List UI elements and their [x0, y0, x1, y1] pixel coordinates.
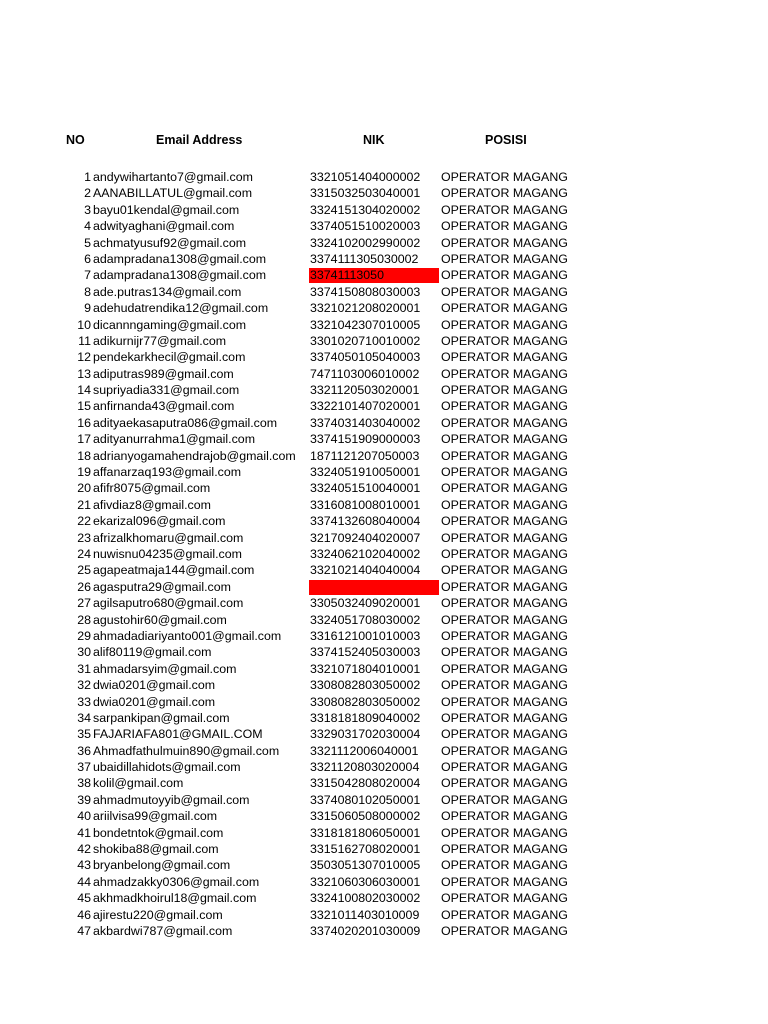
cell-email: dwia0201@gmail.com: [93, 678, 216, 693]
cell-posisi: OPERATOR MAGANG: [441, 710, 568, 725]
cell-no: 25: [77, 563, 91, 578]
cell-nik: 3374051510020003: [310, 219, 421, 234]
cell-no: 24: [77, 546, 91, 561]
cell-no: 7: [84, 268, 91, 283]
cell-no: 41: [77, 825, 91, 840]
cell-email: adiputras989@gmail.com: [93, 366, 234, 381]
cell-nik: 3316081008010001: [310, 497, 421, 512]
cell-email: agapeatmaja144@gmail.com: [93, 563, 255, 578]
cell-email: akbardwi787@gmail.com: [93, 923, 233, 938]
cell-email: adampradana1308@gmail.com: [93, 268, 267, 283]
cell-no: 33: [77, 694, 91, 709]
cell-nik: 3324051510040001: [310, 481, 421, 496]
cell-nik: 3329031702030004: [310, 727, 421, 742]
cell-nik: 3315032503040001: [310, 186, 421, 201]
table-row: [0, 612, 768, 628]
cell-posisi: OPERATOR MAGANG: [441, 596, 568, 611]
cell-email: adehudatrendika12@gmail.com: [93, 301, 269, 316]
cell-posisi: OPERATOR MAGANG: [441, 563, 568, 578]
table-row: [0, 431, 768, 447]
cell-posisi: OPERATOR MAGANG: [441, 317, 568, 332]
cell-no: 28: [77, 612, 91, 627]
cell-nik: 3301020710010002: [310, 333, 421, 348]
cell-nik: 3321021404040004: [310, 563, 421, 578]
cell-posisi: OPERATOR MAGANG: [441, 776, 568, 791]
cell-email: ubaidillahidots@gmail.com: [93, 760, 241, 775]
cell-email: ariilvisa99@gmail.com: [93, 809, 218, 824]
cell-nik: 3321060306030001: [310, 874, 421, 889]
cell-nik: 3374031403040002: [310, 415, 421, 430]
cell-no: 39: [77, 792, 91, 807]
cell-posisi: OPERATOR MAGANG: [441, 170, 568, 184]
cell-email: adrianyogamahendrajob@gmail.com: [93, 448, 296, 463]
cell-email: bayu01kendal@gmail.com: [93, 202, 240, 217]
cell-nik: 3374151909000003: [310, 432, 421, 447]
cell-no: 27: [77, 596, 91, 611]
table-row: [0, 694, 768, 710]
table-row: [0, 497, 768, 513]
cell-email: affanarzaq193@gmail.com: [93, 465, 242, 480]
cell-posisi: OPERATOR MAGANG: [441, 497, 568, 512]
table-row: [0, 595, 768, 611]
table-row: [0, 284, 768, 300]
cell-posisi: OPERATOR MAGANG: [441, 301, 568, 316]
cell-no: 6: [84, 251, 91, 266]
cell-no: 5: [84, 235, 91, 250]
cell-email: dicannngaming@gmail.com: [93, 317, 247, 332]
cell-nik: 3324151304020002: [310, 202, 421, 217]
cell-email: supriyadia331@gmail.com: [93, 383, 240, 398]
cell-nik: 3308082803050002: [310, 678, 421, 693]
cell-no: 22: [77, 514, 91, 529]
table-row: [0, 513, 768, 529]
cell-email: ekarizal096@gmail.com: [93, 514, 226, 529]
cell-nik: 3324100802030002: [310, 891, 421, 906]
cell-nik: 33741113050: [309, 268, 439, 283]
cell-nik: 3374111305030002: [310, 251, 419, 266]
table-row: [0, 825, 768, 841]
cell-email: Ahmadfathulmuin890@gmail.com: [93, 743, 280, 758]
table-row: [0, 366, 768, 382]
cell-nik: 3374050105040003: [310, 350, 421, 365]
cell-no: 38: [77, 776, 91, 791]
table-row: [0, 857, 768, 873]
cell-nik: 3321112006040001: [310, 743, 419, 758]
cell-nik: 3305032409020001: [310, 596, 421, 611]
cell-posisi: OPERATOR MAGANG: [441, 645, 568, 660]
table-row: [0, 792, 768, 808]
cell-email: afifr8075@gmail.com: [93, 481, 211, 496]
table-row: [0, 202, 768, 218]
table-row: [0, 890, 768, 906]
cell-posisi: OPERATOR MAGANG: [441, 530, 568, 545]
cell-nik: 3321071804010001: [310, 661, 421, 676]
cell-no: 47: [77, 923, 91, 938]
cell-no: 4: [84, 219, 91, 234]
cell-posisi: OPERATOR MAGANG: [441, 858, 568, 873]
cell-posisi: OPERATOR MAGANG: [441, 760, 568, 775]
cell-no: 36: [77, 743, 91, 758]
cell-posisi: OPERATOR MAGANG: [441, 350, 568, 365]
table-row: [0, 169, 768, 185]
cell-posisi: OPERATOR MAGANG: [441, 792, 568, 807]
cell-posisi: OPERATOR MAGANG: [441, 284, 568, 299]
cell-no: 20: [77, 481, 91, 496]
cell-no: 11: [78, 333, 91, 348]
table-row: [0, 808, 768, 824]
cell-posisi: OPERATOR MAGANG: [441, 514, 568, 529]
cell-posisi: OPERATOR MAGANG: [441, 842, 568, 857]
cell-posisi: OPERATOR MAGANG: [441, 809, 568, 824]
cell-nik: 3321011403010009: [310, 907, 420, 922]
cell-no: 26: [77, 579, 91, 594]
table-row: [0, 710, 768, 726]
cell-posisi: OPERATOR MAGANG: [441, 251, 568, 266]
cell-email: afivdiaz8@gmail.com: [93, 497, 211, 512]
header-no: NO: [66, 133, 85, 147]
cell-posisi: OPERATOR MAGANG: [441, 612, 568, 627]
cell-email: agilsaputro680@gmail.com: [93, 596, 244, 611]
cell-no: 10: [77, 317, 91, 332]
cell-email: afrizalkhomaru@gmail.com: [93, 530, 244, 545]
table-row: [0, 349, 768, 365]
cell-nik: 3316121001010003: [310, 628, 421, 643]
cell-no: 44: [77, 874, 91, 889]
cell-posisi: OPERATOR MAGANG: [441, 891, 568, 906]
cell-posisi: OPERATOR MAGANG: [441, 661, 568, 676]
cell-posisi: OPERATOR MAGANG: [441, 268, 568, 283]
cell-email: bondetntok@gmail.com: [93, 825, 224, 840]
cell-no: 45: [77, 891, 91, 906]
cell-posisi: OPERATOR MAGANG: [441, 874, 568, 889]
cell-email: adikurnijr77@gmail.com: [93, 333, 227, 348]
table-row: [0, 398, 768, 414]
cell-email: ahmadzakky0306@gmail.com: [93, 874, 260, 889]
cell-no: 16: [77, 415, 91, 430]
table-row: [0, 530, 768, 546]
cell-nik: 3321120503020001: [310, 383, 420, 398]
cell-email: adwityaghani@gmail.com: [93, 219, 235, 234]
cell-nik: 3374132608040004: [310, 514, 421, 529]
cell-email: ahmadarsyim@gmail.com: [93, 661, 237, 676]
cell-nik: 3321021208020001: [310, 301, 421, 316]
cell-no: 23: [77, 530, 91, 545]
cell-no: 46: [77, 907, 91, 922]
table-row: [0, 874, 768, 890]
cell-email: anfirnanda43@gmail.com: [93, 399, 235, 414]
cell-nik: 3322101407020001: [310, 399, 421, 414]
cell-nik: 3315162708020001: [310, 842, 421, 857]
cell-email: dwia0201@gmail.com: [93, 694, 216, 709]
table-row: [0, 300, 768, 316]
cell-nik: 3321051404000002: [310, 170, 421, 184]
cell-no: 2: [84, 186, 91, 201]
cell-nik: 3321120803020004: [310, 760, 420, 775]
cell-email: AANABILLATUL@gmail.com: [93, 186, 253, 201]
header-nik: NIK: [363, 133, 385, 147]
table-row: [0, 743, 768, 759]
cell-posisi: OPERATOR MAGANG: [441, 465, 568, 480]
cell-email: ade.putras134@gmail.com: [93, 284, 242, 299]
cell-no: 3: [84, 202, 91, 217]
table-row: [0, 251, 768, 267]
cell-email: andywihartanto7@gmail.com: [93, 170, 253, 184]
cell-nik: [309, 580, 439, 595]
cell-nik: 3308082803050002: [310, 694, 421, 709]
cell-no: 15: [77, 399, 91, 414]
table-row: [0, 841, 768, 857]
cell-no: 40: [77, 809, 91, 824]
table-row: [0, 677, 768, 693]
table-row: [0, 185, 768, 201]
table-row: [0, 661, 768, 677]
cell-nik: 3324102002990002: [310, 235, 421, 250]
cell-no: 1: [84, 170, 91, 184]
header-email-address: Email Address: [156, 133, 243, 147]
table-row: [0, 464, 768, 480]
cell-posisi: OPERATOR MAGANG: [441, 202, 568, 217]
cell-email: adityaekasaputra086@gmail.com: [93, 415, 278, 430]
cell-posisi: OPERATOR MAGANG: [441, 579, 568, 594]
cell-nik: 3374080102050001: [310, 792, 421, 807]
cell-email: ahmadadiariyanto001@gmail.com: [93, 628, 282, 643]
cell-no: 12: [77, 350, 91, 365]
cell-posisi: OPERATOR MAGANG: [441, 448, 568, 463]
cell-email: pendekarkhecil@gmail.com: [93, 350, 246, 365]
cell-no: 35: [77, 727, 91, 742]
cell-no: 8: [84, 284, 91, 299]
header-posisi: POSISI: [485, 133, 527, 147]
cell-nik: 7471103006010002: [310, 366, 420, 381]
cell-posisi: OPERATOR MAGANG: [441, 628, 568, 643]
cell-nik: 1871121207050003: [310, 448, 420, 463]
cell-posisi: OPERATOR MAGANG: [441, 825, 568, 840]
table-row: [0, 579, 768, 595]
data-rows: [0, 169, 768, 939]
cell-nik: 3374020201030009: [310, 923, 421, 938]
table-row: [0, 726, 768, 742]
table-row: [0, 415, 768, 431]
cell-posisi: OPERATOR MAGANG: [441, 219, 568, 234]
table-row: [0, 562, 768, 578]
table-row: [0, 317, 768, 333]
cell-email: adityanurrahma1@gmail.com: [93, 432, 256, 447]
cell-no: 14: [77, 383, 91, 398]
table-row: [0, 907, 768, 923]
table-row: [0, 333, 768, 349]
table-row: [0, 480, 768, 496]
cell-email: FAJARIAFA801@GMAIL.COM: [93, 727, 263, 742]
cell-nik: 3324051910050001: [310, 465, 421, 480]
cell-no: 42: [77, 842, 91, 857]
cell-no: 13: [77, 366, 91, 381]
cell-posisi: OPERATOR MAGANG: [441, 235, 568, 250]
cell-no: 29: [77, 628, 91, 643]
cell-nik: 3374150808030003: [310, 284, 421, 299]
cell-email: achmatyusuf92@gmail.com: [93, 235, 247, 250]
table-row: [0, 218, 768, 234]
cell-nik: 3324051708030002: [310, 612, 421, 627]
cell-posisi: OPERATOR MAGANG: [441, 694, 568, 709]
cell-posisi: OPERATOR MAGANG: [441, 727, 568, 742]
cell-nik: 3503051307010005: [310, 858, 421, 873]
cell-email: agustohir60@gmail.com: [93, 612, 227, 627]
cell-posisi: OPERATOR MAGANG: [441, 907, 568, 922]
cell-email: kolil@gmail.com: [93, 776, 184, 791]
table-row: [0, 759, 768, 775]
cell-nik: 3374152405030003: [310, 645, 421, 660]
cell-email: sarpankipan@gmail.com: [93, 710, 230, 725]
cell-email: adampradana1308@gmail.com: [93, 251, 267, 266]
cell-email: agasputra29@gmail.com: [93, 579, 231, 594]
cell-no: 37: [77, 760, 91, 775]
cell-no: 17: [77, 432, 91, 447]
table-row: [0, 628, 768, 644]
cell-posisi: OPERATOR MAGANG: [441, 678, 568, 693]
cell-no: 31: [77, 661, 91, 676]
cell-email: shokiba88@gmail.com: [93, 842, 219, 857]
cell-no: 34: [77, 710, 91, 725]
cell-no: 30: [77, 645, 91, 660]
cell-posisi: OPERATOR MAGANG: [441, 415, 568, 430]
cell-posisi: OPERATOR MAGANG: [441, 383, 568, 398]
cell-nik: 3318181806050001: [310, 825, 421, 840]
cell-nik: 3217092404020007: [310, 530, 421, 545]
cell-posisi: OPERATOR MAGANG: [441, 399, 568, 414]
cell-email: bryanbelong@gmail.com: [93, 858, 231, 873]
table-row: [0, 448, 768, 464]
cell-email: nuwisnu04235@gmail.com: [93, 546, 242, 561]
cell-posisi: OPERATOR MAGANG: [441, 186, 568, 201]
cell-no: 18: [77, 448, 91, 463]
cell-nik: 3318181809040002: [310, 710, 421, 725]
cell-posisi: OPERATOR MAGANG: [441, 546, 568, 561]
cell-nik: 3315060508000002: [310, 809, 421, 824]
table-row: [0, 644, 768, 660]
cell-email: akhmadkhoirul18@gmail.com: [93, 891, 257, 906]
cell-no: 21: [77, 497, 91, 512]
cell-posisi: OPERATOR MAGANG: [441, 923, 568, 938]
table-row: [0, 382, 768, 398]
cell-posisi: OPERATOR MAGANG: [441, 481, 568, 496]
cell-nik: 3324062102040002: [310, 546, 421, 561]
table-row: [0, 267, 768, 283]
cell-posisi: OPERATOR MAGANG: [441, 432, 568, 447]
table-row: [0, 546, 768, 562]
cell-email: ahmadmutoyyib@gmail.com: [93, 792, 250, 807]
cell-nik: 3315042808020004: [310, 776, 421, 791]
cell-no: 32: [77, 678, 91, 693]
cell-email: ajirestu220@gmail.com: [93, 907, 223, 922]
cell-email: alif80119@gmail.com: [93, 645, 212, 660]
cell-posisi: OPERATOR MAGANG: [441, 333, 568, 348]
cell-posisi: OPERATOR MAGANG: [441, 743, 568, 758]
table-row: [0, 923, 768, 939]
cell-nik: 3321042307010005: [310, 317, 421, 332]
cell-posisi: OPERATOR MAGANG: [441, 366, 568, 381]
cell-no: 9: [84, 301, 91, 316]
table-row: [0, 775, 768, 791]
table-row: [0, 235, 768, 251]
cell-no: 19: [77, 465, 91, 480]
cell-no: 43: [77, 858, 91, 873]
